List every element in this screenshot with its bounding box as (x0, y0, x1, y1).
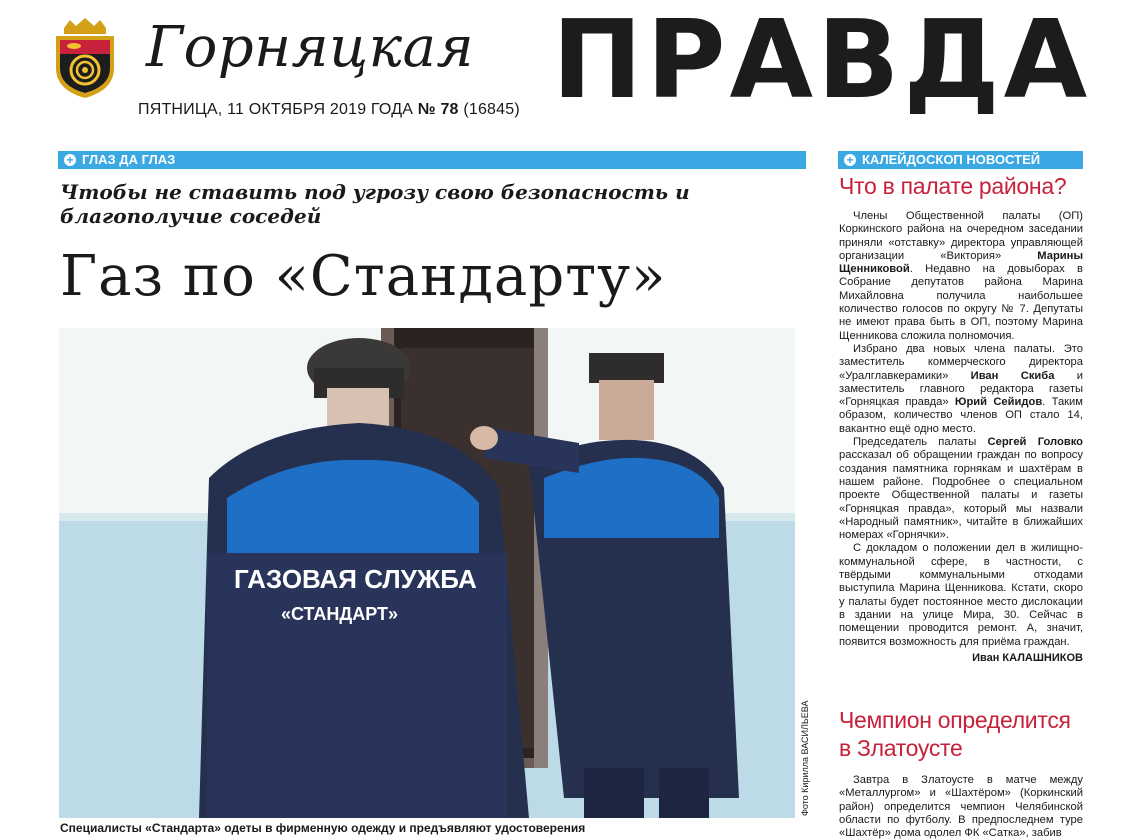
sidebar-article-body (839, 774, 1083, 840)
paragraph: Избрано два новых члена палаты. Это заместитель коммерческого директора «Уралглавкерамики» Иван Скиба и заместитель главного редактора газеты «Горняцкая правда» Юрий Сейидов. Таким образом, количество членов ОП стало 14, вакантно ещё одно место. (839, 342, 1084, 435)
jacket-text: ГАЗОВАЯ СЛУЖБА (234, 564, 477, 594)
rubric-bar-sidebar (838, 151, 1083, 169)
paragraph: Председатель палаты Сергей Головко рассказал об обращении граждан по вопросу создания памятника горнякам и шахтёрам в нашем районе. Подробнее о специальном проекте Общественной палаты и газеты «Горняцкая правда», который мы назвали «Народный памятник», читайте в ближайших номерах «Горнячки». (839, 436, 1083, 542)
sidebar-article-2 (839, 706, 1083, 840)
paragraph: Члены Общественной палаты (ОП) Коркинского района на очередном заседании приняли «отставку» директора управляющей организации «Виктория» Марины Щенниковой. Недавно на довыборах в Собрание депутатов района Марина Михайловна получила наибольшее количество голосов по округу № 7. Депутаты не имеют права быть в ОП, поэтому Марина Щенникова сложила полномочия. (839, 210, 1083, 342)
issue-total: (16845) (463, 101, 520, 118)
issue-number: № 78 (417, 101, 459, 118)
sidebar-article-title: Чемпион определится в Златоусте (839, 707, 1071, 761)
article-headline: Газ по «Стандарту» (60, 244, 667, 309)
issue-line (138, 101, 520, 119)
issue-date: ПЯТНИЦА, 11 ОКТЯБРЯ 2019 ГОДА (138, 101, 414, 118)
newspaper-name: Горняцкая (146, 15, 475, 80)
sidebar-article-1 (839, 172, 1083, 664)
rubric-bar-main (58, 151, 806, 169)
newspaper-title: ПРАВДА (552, 0, 1092, 123)
rubric-label: КАЛЕЙДОСКОП НОВОСТЕЙ (862, 152, 1041, 167)
sidebar-article-body (839, 210, 1083, 649)
article-subhead: Чтобы не ставить под угрозу свою безопасность и благополучие соседей (60, 180, 690, 228)
article-photo (59, 328, 795, 818)
paragraph: С докладом о положении дел в жилищно-коммунальной сфере, в частности, с твёрдыми коммунальными отходами выступила Марина Щенникова. Кстати, скоро у палаты будет постоянное место дислокации в здании на улице Мира, 30. Сейчас в помещении проводится ремонт. А, значит, появится возможность для приёма граждан. (839, 542, 1083, 648)
plus-icon: + (64, 154, 76, 166)
sidebar-article-title: Что в палате района? (839, 173, 1067, 199)
coat-of-arms-icon (50, 18, 120, 100)
jacket-text: «СТАНДАРТ» (281, 604, 399, 624)
photo-credit: Фото Кирилла ВАСИЛЬЕВА (800, 700, 810, 816)
article-author: Иван КАЛАШНИКОВ (972, 651, 1083, 664)
rubric-label: ГЛАЗ ДА ГЛАЗ (82, 152, 176, 167)
plus-icon: + (844, 154, 856, 166)
paragraph: Завтра в Златоусте в матче между «Металлургом» и «Шахтёром» (Коркинский район) определится чемпион Челябинской области по футболу. В предпоследнем туре «Шахтёр» дома одолел ФК «Сатка», забив (839, 774, 1083, 840)
photo-caption: Специалисты «Стандарта» одеты в фирменную одежду и предъявляют удостоверения (60, 821, 586, 835)
